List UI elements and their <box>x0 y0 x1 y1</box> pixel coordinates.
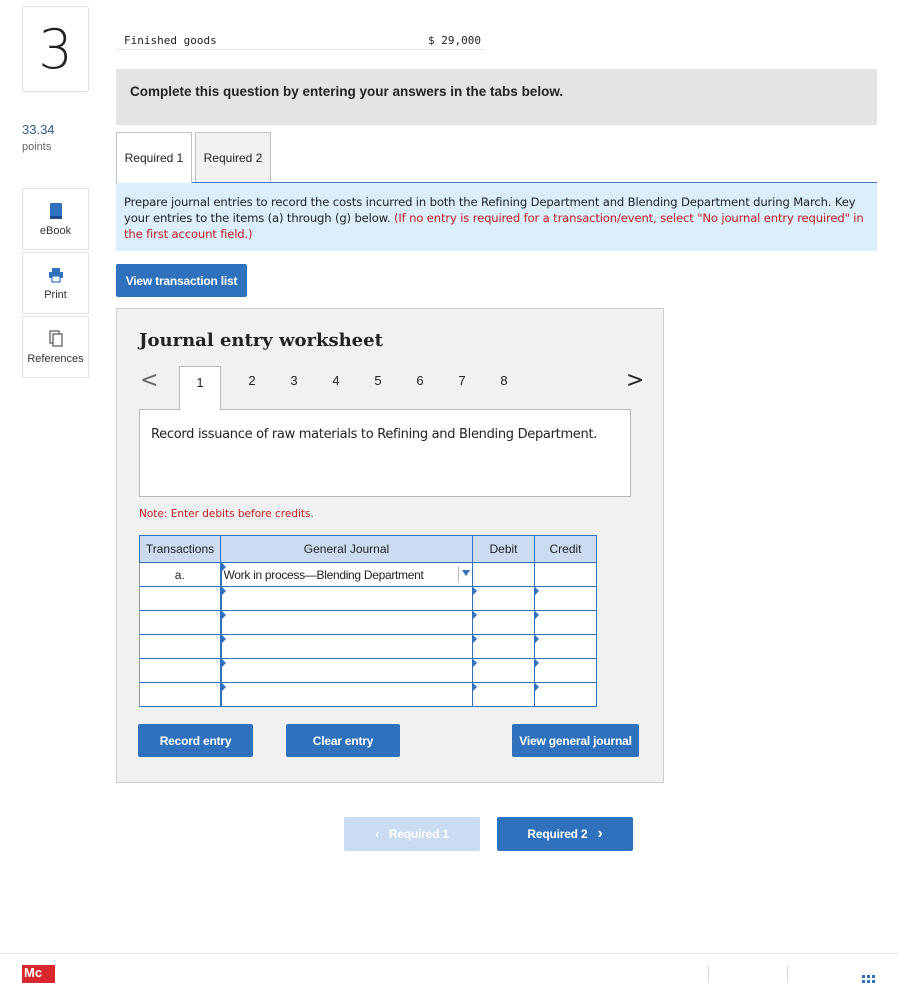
credit-input[interactable] <box>535 587 597 611</box>
transaction-cell: a. <box>140 563 221 587</box>
ebook-button[interactable] <box>22 188 89 250</box>
instructions-note: (If no entry is required for a transaction/event, select "No journal entry required" in the first account field.) <box>124 211 864 241</box>
worksheet-step-1[interactable]: 1 <box>179 366 221 410</box>
print-label: Print <box>44 288 67 301</box>
grid-icon[interactable] <box>862 975 876 983</box>
book-icon <box>48 202 64 220</box>
view-general-journal-button[interactable]: View general journal <box>512 724 639 757</box>
table-row <box>140 587 597 611</box>
table-row <box>140 563 597 587</box>
tab-required-1[interactable]: Required 1 <box>116 132 192 183</box>
col-header-credit: Credit <box>535 536 597 563</box>
prev-required-label: Required 1 <box>388 827 449 841</box>
col-header-debit: Debit <box>473 536 535 563</box>
account-select[interactable] <box>221 611 473 635</box>
col-header-general-journal: General Journal <box>221 536 473 563</box>
credit-input[interactable] <box>535 635 597 659</box>
input-flag-icon <box>535 611 539 619</box>
account-select[interactable] <box>221 587 473 611</box>
table-row <box>140 635 597 659</box>
worksheet-step-2[interactable]: 2 <box>248 373 256 388</box>
input-flag-icon <box>473 659 477 667</box>
prev-required-1-button[interactable] <box>344 817 480 851</box>
points-value: 33.34 <box>22 122 55 137</box>
references-icon <box>48 330 64 348</box>
debit-credit-note: Note: Enter debits before credits. <box>139 508 314 520</box>
clear-entry-button[interactable]: Clear entry <box>286 724 400 757</box>
chevron-left-icon: ‹ <box>375 827 379 841</box>
table-row <box>140 611 597 635</box>
input-flag-icon <box>222 635 226 643</box>
table-row <box>140 659 597 683</box>
dropdown-arrow-icon[interactable] <box>462 570 470 576</box>
chevron-right-icon[interactable]: > <box>626 368 645 393</box>
journal-table <box>139 535 597 707</box>
col-header-transactions: Transactions <box>140 536 221 563</box>
references-button[interactable] <box>22 316 89 378</box>
input-flag-icon <box>473 587 477 595</box>
finished-goods-value: $ 29,000 <box>428 34 481 47</box>
worksheet-step-7[interactable]: 7 <box>458 373 466 388</box>
debit-input[interactable] <box>473 635 535 659</box>
debit-input[interactable] <box>473 587 535 611</box>
question-number: 3 <box>22 6 89 92</box>
transaction-cell <box>140 611 221 635</box>
input-flag-icon <box>473 635 477 643</box>
credit-input[interactable] <box>535 683 597 707</box>
worksheet-step-6[interactable]: 6 <box>416 373 424 388</box>
footer-separator <box>787 965 788 983</box>
print-button[interactable] <box>22 252 89 314</box>
next-required-2-button[interactable] <box>497 817 633 851</box>
input-flag-icon <box>535 683 539 691</box>
worksheet-step-8[interactable]: 8 <box>500 373 508 388</box>
journal-table-header <box>140 536 597 563</box>
credit-input[interactable] <box>535 611 597 635</box>
input-flag-icon <box>222 587 226 595</box>
worksheet-step-4[interactable]: 4 <box>332 373 340 388</box>
mcgraw-hill-logo: Mc <box>22 965 55 983</box>
finished-goods-row <box>116 30 486 50</box>
chevron-right-icon: › <box>597 825 603 842</box>
debit-input[interactable] <box>473 611 535 635</box>
references-label: References <box>27 352 84 365</box>
account-select[interactable] <box>221 563 473 587</box>
instructions <box>116 183 877 251</box>
ebook-label: eBook <box>39 224 72 237</box>
points-label: points <box>22 141 52 153</box>
worksheet-title: Journal entry worksheet <box>139 330 383 351</box>
transaction-cell <box>140 659 221 683</box>
instructions-main: Prepare journal entries to record the costs incurred in both the Refining Department and Blending Department during March. Key your entries to the items (a) through (g) below. <box>124 195 856 225</box>
table-row <box>140 683 597 707</box>
worksheet-step-5[interactable]: 5 <box>374 373 382 388</box>
chevron-left-icon[interactable]: < <box>140 368 159 393</box>
instruction-banner: Complete this question by entering your answers in the tabs below. <box>116 69 877 125</box>
debit-input[interactable] <box>473 659 535 683</box>
printer-icon <box>48 266 64 284</box>
transaction-cell <box>140 587 221 611</box>
transaction-cell <box>140 683 221 707</box>
input-flag-icon <box>473 611 477 619</box>
footer-separator <box>708 965 709 983</box>
entry-description: Record issuance of raw materials to Refining and Blending Department. <box>139 409 631 497</box>
credit-input[interactable] <box>535 563 597 587</box>
input-flag-icon <box>535 635 539 643</box>
account-value: Work in process—Blending Department <box>223 567 424 582</box>
tab-required-2[interactable]: Required 2 <box>195 132 271 182</box>
debit-input[interactable] <box>473 683 535 707</box>
input-flag-icon <box>535 587 539 595</box>
footer-divider <box>0 953 898 954</box>
account-select[interactable] <box>221 659 473 683</box>
view-transaction-list-button[interactable]: View transaction list <box>116 264 247 297</box>
transaction-cell <box>140 635 221 659</box>
input-flag-icon <box>473 683 477 691</box>
input-flag-icon <box>222 563 226 571</box>
account-select[interactable] <box>221 683 473 707</box>
next-required-label: Required 2 <box>527 827 588 841</box>
account-select[interactable] <box>221 635 473 659</box>
input-flag-icon <box>222 683 226 691</box>
input-flag-icon <box>222 659 226 667</box>
credit-input[interactable] <box>535 659 597 683</box>
finished-goods-label: Finished goods <box>124 34 217 47</box>
worksheet-step-3[interactable]: 3 <box>290 373 298 388</box>
record-entry-button[interactable]: Record entry <box>138 724 253 757</box>
input-flag-icon <box>222 611 226 619</box>
debit-input[interactable] <box>473 563 535 587</box>
input-flag-icon <box>535 659 539 667</box>
